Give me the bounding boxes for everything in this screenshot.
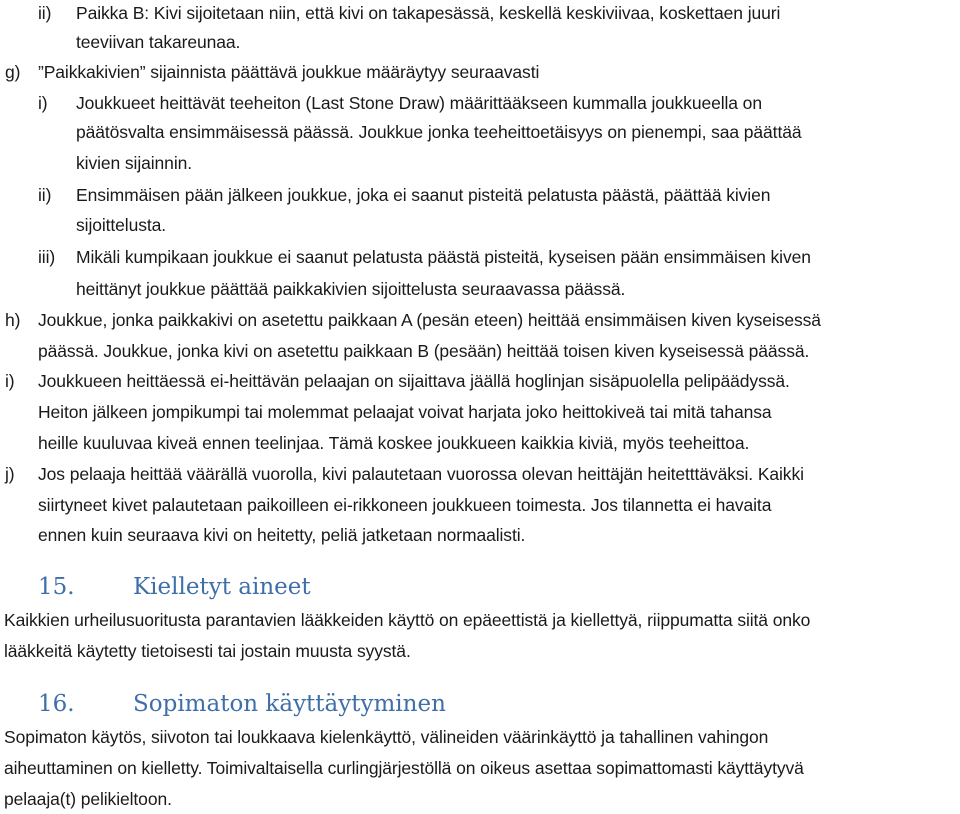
paragraph-line: sijoittelusta. bbox=[76, 215, 167, 235]
list-marker: iii) bbox=[38, 247, 56, 267]
paragraph-line: Heiton jälkeen jompikumpi tai molemmat pelaajat voivat harjata joko heittokiveä tai mitä tahansa bbox=[38, 402, 772, 422]
paragraph-line: Ensimmäisen pään jälkeen joukkue, joka ei saanut pisteitä pelatusta päästä, päättää kivien bbox=[76, 185, 771, 205]
paragraph-line: teeviivan takareunaa. bbox=[76, 32, 241, 52]
list-marker: i) bbox=[5, 371, 15, 391]
paragraph-line: siirtyneet kivet palautetaan paikoilleen ei-rikkoneen joukkueen toimesta. Jos tilannetta ei havaita bbox=[38, 495, 772, 515]
paragraph-line: päätösvalta ensimmäisessä päässä. Joukkue jonka teeheittoetäisyys on pienempi, saa päättää bbox=[76, 122, 802, 142]
list-marker: g) bbox=[5, 62, 21, 82]
paragraph-line: aiheuttaminen on kielletty. Toimivaltaisella curlingjärjestöllä on oikeus asettaa sopimattomasti käyttäytyvä bbox=[4, 758, 804, 778]
paragraph-line: kivien sijainnin. bbox=[76, 153, 192, 173]
paragraph-line: Kaikkien urheilusuoritusta parantavien lääkkeiden käyttö on epäeettistä ja kiellettyä, riippumatta siitä onko bbox=[4, 610, 811, 630]
paragraph-line: ennen kuin seuraava kivi on heitetty, peliä jatketaan normaalisti. bbox=[38, 525, 526, 545]
section-title: Sopimaton käyttäytyminen bbox=[133, 691, 446, 717]
paragraph-line: Paikka B: Kivi sijoitetaan niin, että kivi on takapesässä, keskellä keskiviivaa, koskettaen juuri bbox=[76, 3, 781, 23]
paragraph-line: Jos pelaaja heittää väärällä vuorolla, kivi palautetaan vuorossa olevan heittäjän heitetttäväksi. Kaikki bbox=[38, 464, 804, 484]
paragraph-line: Sopimaton käytös, siivoton tai loukkaava kielenkäyttö, välineiden väärinkäyttö ja tahallinen vahingon bbox=[4, 727, 769, 747]
paragraph-line: heittänyt joukkue päättää paikkakivien sijoittelusta seuraavassa päässä. bbox=[76, 279, 626, 299]
section-16-heading bbox=[38, 688, 538, 720]
list-marker: i) bbox=[38, 93, 48, 113]
paragraph-line: heille kuuluvaa kiveä ennen teelinjaa. Tämä koskee joukkueen kaikkia kiviä, myös teeheittoa. bbox=[38, 433, 750, 453]
paragraph-line: Mikäli kumpikaan joukkue ei saanut pelatusta päästä pisteitä, kyseisen pään ensimmäisen kiven bbox=[76, 247, 811, 267]
paragraph-line: Joukkueen heittäessä ei-heittävän pelaajan on sijaittava jäällä hoglinjan sisäpuolella pelipäädyssä. bbox=[38, 371, 790, 391]
list-marker: ii) bbox=[38, 3, 52, 23]
list-marker: h) bbox=[5, 310, 21, 330]
section-number: 16. bbox=[38, 691, 75, 717]
section-15-heading bbox=[38, 571, 438, 603]
paragraph-line: lääkkeitä käytetty tietoisesti tai jostain muusta syystä. bbox=[4, 641, 411, 661]
paragraph-line: pelaaja(t) pelikieltoon. bbox=[4, 789, 172, 809]
paragraph-line: ”Paikkakivien” sijainnista päättävä joukkue määräytyy seuraavasti bbox=[38, 62, 540, 82]
paragraph-line: Joukkue, jonka paikkakivi on asetettu paikkaan A (pesän eteen) heittää ensimmäisen kiven kyseisessä bbox=[38, 310, 821, 330]
section-title: Kielletyt aineet bbox=[133, 574, 311, 600]
list-marker: ii) bbox=[38, 185, 52, 205]
section-number: 15. bbox=[38, 574, 75, 600]
paragraph-line: Joukkueet heittävät teeheiton (Last Stone Draw) määrittääkseen kummalla joukkueella on bbox=[76, 93, 762, 113]
list-marker: j) bbox=[5, 464, 15, 484]
paragraph-line: päässä. Joukkue, jonka kivi on asetettu paikkaan B (pesään) heittää toisen kiven kyseisessä päässä. bbox=[38, 341, 810, 361]
